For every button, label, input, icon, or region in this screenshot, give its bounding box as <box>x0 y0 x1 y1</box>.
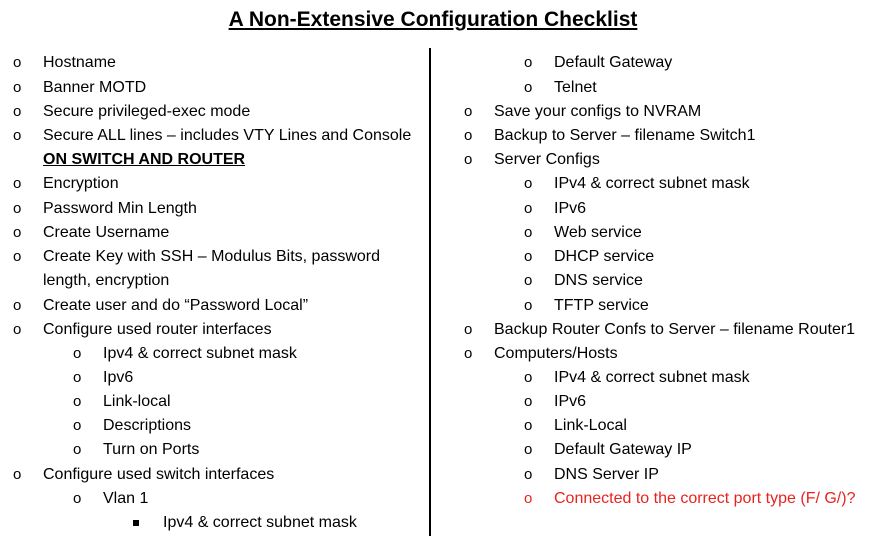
left-column: o Hostname o Banner MOTD o Secure privileged-exec mode o Secure ALL lines – includes VTY Lines and Console ON SWITCH AND ROUTER o Encryption o Password Min Length o Create Username o Create Key with SSH – Modulus Bits, password length, encryption o Create user and do “Password Local” o Configure used router interfaces o Ipv4 & correct subnet mask o Ipv6 o Link-local o Descriptions o Turn on Ports o Configure used switch interfaces o Vlan 1 Ipv4 & correct subnet mask <box>0 0 892 538</box>
circle-bullet-icon: o <box>524 200 533 217</box>
circle-bullet-icon: o <box>73 441 82 458</box>
circle-bullet-icon: o <box>73 369 82 386</box>
circle-bullet-icon: o <box>524 54 533 71</box>
circle-bullet-icon: o <box>13 175 22 192</box>
circle-bullet-icon: o <box>464 321 473 338</box>
circle-bullet-icon: o <box>524 224 533 241</box>
circle-bullet-icon: o <box>524 272 533 289</box>
circle-bullet-icon: o <box>524 417 533 434</box>
circle-bullet-icon: o <box>13 466 22 483</box>
page-title: A Non-Extensive Configuration Checklist <box>228 8 638 31</box>
circle-bullet-icon: o <box>13 103 22 120</box>
circle-bullet-icon: o <box>73 490 82 507</box>
circle-bullet-icon: o <box>524 393 533 410</box>
circle-bullet-icon: o <box>464 127 473 144</box>
circle-bullet-icon: o <box>13 297 22 314</box>
circle-bullet-icon: o <box>524 466 533 483</box>
right-column: o Default Gateway o Telnet o Save your configs to NVRAM o Backup to Server – filename Switch1 o Server Configs o IPv4 & correct subnet mask o IPv6 o Web service o DHCP service o DNS service o TFTP service o Backup Router Confs to Server – filename Router1 o Computers/Hosts o IPv4 & correct subnet mask o IPv6 o Link-Local o Default Gateway IP o DNS Server IP o Connected to the correct port type (F/ G/)? <box>0 0 892 538</box>
circle-bullet-icon: o <box>13 248 22 265</box>
circle-bullet-icon: o <box>13 79 22 96</box>
circle-bullet-icon: o <box>13 54 22 71</box>
circle-bullet-icon: o <box>464 345 473 362</box>
circle-bullet-icon: o <box>13 224 22 241</box>
circle-bullet-icon: o <box>464 103 473 120</box>
circle-bullet-icon: o <box>73 345 82 362</box>
circle-bullet-icon: o <box>524 79 533 96</box>
circle-bullet-icon: o <box>13 321 22 338</box>
circle-bullet-icon: o <box>524 297 533 314</box>
circle-bullet-icon: o <box>73 393 82 410</box>
circle-bullet-icon: o <box>73 417 82 434</box>
circle-bullet-icon: o <box>524 490 533 507</box>
circle-bullet-icon: o <box>524 441 533 458</box>
circle-bullet-icon: o <box>464 151 473 168</box>
circle-bullet-icon: o <box>13 200 22 217</box>
circle-bullet-icon: o <box>13 127 22 144</box>
circle-bullet-icon: o <box>524 175 533 192</box>
circle-bullet-icon: o <box>524 369 533 386</box>
circle-bullet-icon: o <box>524 248 533 265</box>
